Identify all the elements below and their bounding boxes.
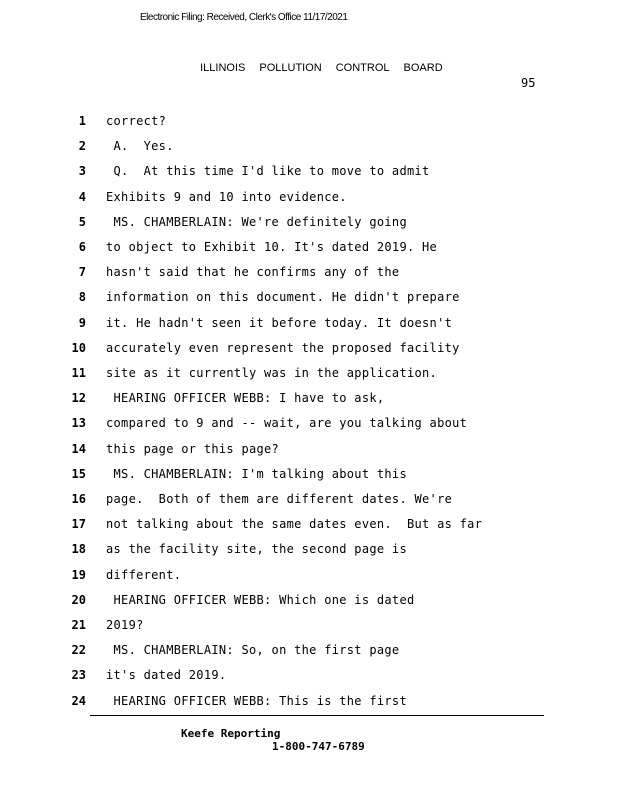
line-text: correct? [106, 114, 167, 128]
transcript-line [0, 391, 618, 411]
line-text: A. Yes. [106, 139, 174, 154]
transcript-line [0, 316, 618, 336]
line-number: 22 [71, 643, 86, 658]
line-text: to object to Exhibit 10. It's dated 2019. He [106, 240, 438, 254]
transcript-line [0, 164, 618, 184]
line-number: 6 [78, 240, 86, 254]
footer-divider [90, 715, 544, 716]
transcript-line [0, 290, 618, 310]
header-word: BOARD [403, 62, 443, 74]
line-number: 4 [78, 189, 86, 204]
line-number: 17 [71, 517, 86, 532]
line-text: 2019? [106, 618, 144, 632]
line-text: MS. CHAMBERLAIN: I'm talking about this [106, 466, 407, 481]
transcript-line [0, 618, 618, 638]
line-text: MS. CHAMBERLAIN: We're definitely going [106, 214, 407, 229]
header-word: ILLINOIS [200, 62, 246, 74]
transcript-line [0, 492, 618, 512]
transcript-line [0, 542, 618, 562]
line-number: 16 [71, 492, 86, 506]
transcript-line [0, 668, 618, 688]
line-text: compared to 9 and -- wait, are you talking about [106, 416, 468, 431]
line-text: MS. CHAMBERLAIN: So, on the first page [106, 643, 400, 658]
line-text: this page or this page? [106, 441, 280, 456]
line-number: 11 [71, 366, 86, 380]
line-text: HEARING OFFICER WEBB: This is the first [106, 693, 407, 708]
line-text: different. [106, 567, 182, 582]
line-number: 1 [78, 114, 86, 128]
line-number: 24 [71, 693, 86, 708]
line-number: 2 [78, 139, 86, 154]
page-number: 95 [521, 76, 536, 90]
transcript-line [0, 190, 618, 210]
transcript-line [0, 240, 618, 260]
line-number: 10 [71, 340, 86, 355]
line-text: as the facility site, the second page is [106, 542, 407, 557]
transcript-line [0, 366, 618, 386]
line-number: 21 [71, 618, 86, 632]
line-number: 20 [71, 592, 86, 607]
line-text: HEARING OFFICER WEBB: I have to ask, [106, 391, 385, 406]
line-text: it. He hadn't seen it before today. It doesn't [106, 315, 453, 330]
header-word: POLLUTION [259, 62, 322, 74]
transcript-line [0, 442, 618, 462]
line-text: information on this document. He didn't prepare [106, 290, 460, 305]
line-number: 15 [71, 466, 86, 481]
transcript-line [0, 694, 618, 714]
line-text: Exhibits 9 and 10 into evidence. [106, 189, 347, 204]
line-number: 19 [71, 567, 86, 582]
line-text: site as it currently was in the application. [106, 366, 438, 380]
transcript-line [0, 593, 618, 613]
transcript-line [0, 215, 618, 235]
line-text: Q. At this time I'd like to move to admit [106, 164, 430, 179]
transcript-line [0, 568, 618, 588]
header-word: CONTROL [335, 62, 390, 74]
line-text: page. Both of them are different dates. We're [106, 492, 453, 506]
transcript-line [0, 114, 618, 134]
line-number: 14 [71, 441, 86, 456]
transcript-line [0, 517, 618, 537]
line-text: it's dated 2019. [106, 668, 227, 683]
line-number: 3 [78, 164, 86, 179]
line-text: HEARING OFFICER WEBB: Which one is dated [106, 592, 415, 607]
line-number: 5 [78, 214, 86, 229]
transcript-line [0, 265, 618, 285]
footer-phone: 1-800-747-6789 [272, 740, 365, 753]
line-number: 7 [78, 265, 86, 280]
line-text: hasn't said that he confirms any of the [106, 265, 400, 280]
line-number: 12 [71, 391, 86, 406]
transcript-line [0, 341, 618, 361]
line-text: not talking about the same dates even. But as far [106, 517, 483, 532]
footer-company: Keefe Reporting [181, 727, 281, 740]
transcript-line [0, 643, 618, 663]
line-number: 18 [71, 542, 86, 557]
line-text: accurately even represent the proposed facility [106, 340, 460, 355]
line-number: 23 [71, 668, 86, 683]
transcript-line [0, 416, 618, 436]
filing-stamp: Electronic Filing: Received, Clerk's Office 11/17/2021 [140, 12, 348, 23]
transcript-line [0, 139, 618, 159]
page-header [194, 50, 457, 74]
line-number: 9 [78, 315, 86, 330]
line-number: 13 [71, 416, 86, 431]
line-number: 8 [78, 290, 86, 305]
transcript-line [0, 467, 618, 487]
